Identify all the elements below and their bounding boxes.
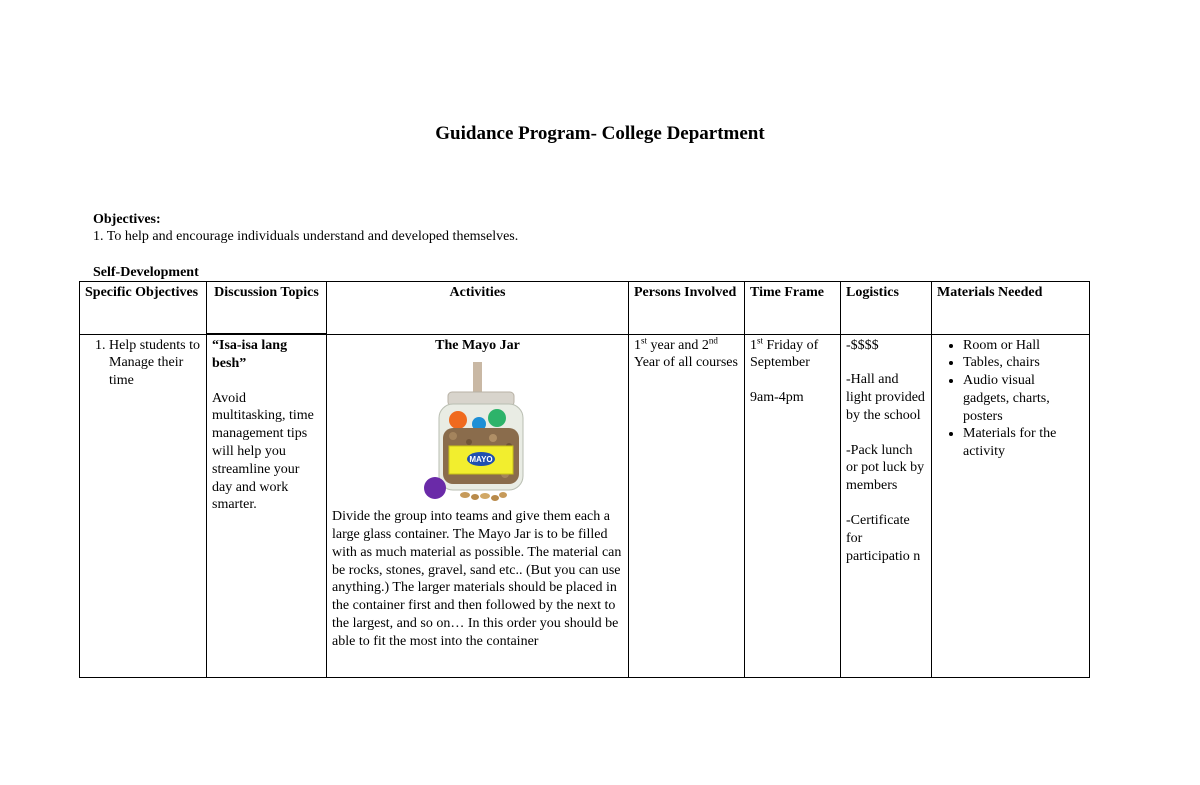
logistics-budget: -$$$$: [846, 337, 879, 353]
time-text-2: Friday of September: [750, 337, 819, 371]
purple-ball: [424, 477, 446, 499]
list-item: • Tables, chairs: [963, 354, 1084, 372]
orange-ball: [449, 411, 467, 429]
header-row: [80, 282, 1090, 335]
logistics-certificate: -Certificate for participatio n: [846, 513, 921, 564]
document-title: Guidance Program- College Department: [435, 123, 765, 144]
materials-list: [937, 337, 1084, 462]
program-table: [79, 281, 1090, 678]
topic-body: Avoid multitasking, time management tips will help you streamline your day and work smarter.: [212, 390, 314, 513]
persons-sup-1: st: [641, 334, 648, 345]
header-activities: Activities: [327, 282, 629, 335]
time-text-1: 1: [750, 337, 757, 353]
persons-text-2: year and 2: [647, 337, 709, 353]
time-sup-1: st: [757, 334, 764, 345]
section-label: Self-Development: [93, 265, 199, 280]
activity-title: The Mayo Jar: [435, 337, 520, 353]
objectives-label: Objectives:: [93, 212, 161, 227]
list-item: • Room or Hall: [963, 337, 1084, 355]
list-item: • Materials for the activity: [963, 425, 1084, 461]
persons-text-1: 1: [634, 337, 641, 353]
header-discussion-topics: Discussion Topics: [207, 282, 327, 335]
table-row: [80, 334, 1090, 678]
cell-persons: [629, 334, 745, 678]
header-persons-involved: Persons Involved: [629, 282, 745, 335]
cell-objective: [80, 334, 207, 678]
mayo-jar-image: [413, 362, 543, 502]
topic-title: “Isa-isa lang besh”: [212, 338, 288, 371]
cell-logistics: [841, 334, 932, 678]
logistics-hall: -Hall and light provided by the school: [846, 372, 925, 423]
objective-line-1: 1. To help and encourage individuals understand and developed themselves.: [93, 229, 519, 244]
cell-materials: [932, 334, 1090, 678]
header-logistics: Logistics: [841, 282, 932, 335]
cell-time-frame: [745, 334, 841, 678]
header-time-frame: Time Frame: [745, 282, 841, 335]
persons-text-3: Year of all courses: [634, 355, 738, 371]
time-hours: 9am-4pm: [750, 390, 804, 406]
header-specific-objectives: Specific Objectives: [80, 282, 207, 335]
green-ball: [488, 409, 506, 427]
header-materials-needed: Materials Needed: [932, 282, 1090, 335]
list-item: • Audio visual gadgets, charts, posters: [963, 372, 1084, 425]
objectives-block: [93, 211, 518, 245]
cell-topic: [207, 334, 327, 678]
jar-label-text: MAYO: [468, 455, 493, 465]
logistics-lunch: -Pack lunch or pot luck by members: [846, 442, 925, 494]
activity-description: Divide the group into teams and give them each a large glass container. The Mayo Jar is to be filled with as much material as possible. The material can be rocks, stones, gravel, sand etc.. (But you can use anything.) The larger materials should be placed in the container first and then followed by the next to the largest, and so on… In this order you should be able to fit the most into the container: [332, 509, 622, 649]
persons-sup-2: nd: [708, 334, 718, 345]
objective-item: 1. Help students to Manage their time: [109, 337, 201, 390]
cell-activity: [327, 334, 629, 678]
